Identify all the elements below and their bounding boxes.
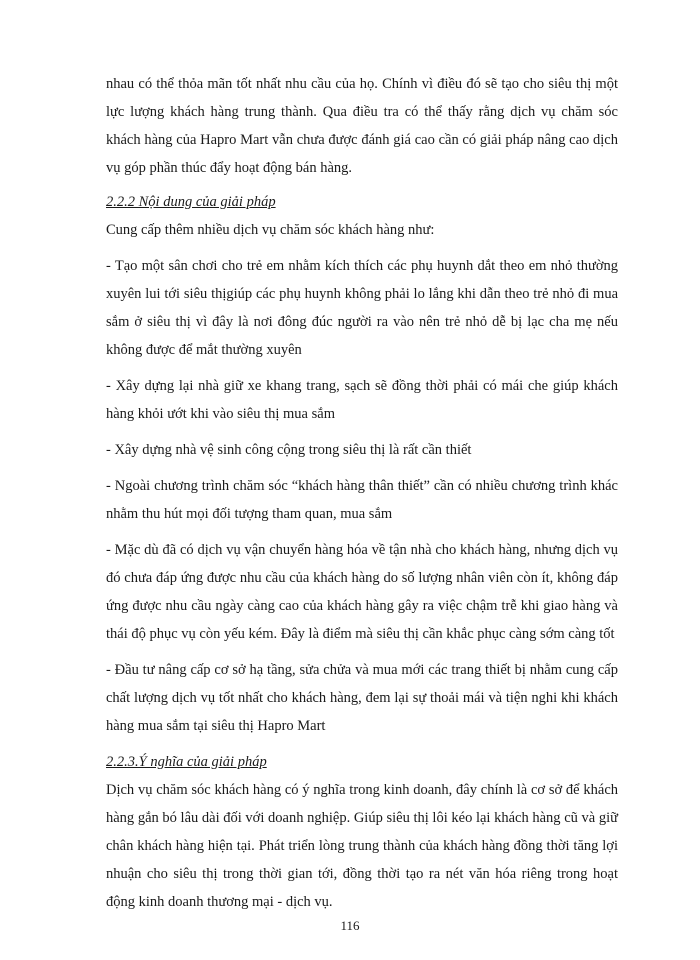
section-heading-2-2-3: 2.2.3.Ý nghĩa của giải pháp [106, 754, 267, 770]
solution-item: - Đầu tư nâng cấp cơ sở hạ tầng, sửa chửa và mua mới các trang thiết bị nhằm cung cấp chất lượng dịch vụ tốt nhất cho khách hàng, đem lại sự thoải mái và tiện nghi khi khách hàng mua sắm tại siêu thị Hapro Mart [106, 662, 618, 734]
solution-item: - Tạo một sân chơi cho trẻ em nhằm kích thích các phụ huynh dắt theo em nhỏ thường xuyên lui tới siêu thịgiúp các phụ huynh không phải lo lắng khi dẫn theo trẻ nhỏ đi mua sắm ở siêu thị vì đây là nơi đông đúc người ra vào nên trẻ nhỏ dễ bị lạc cha mẹ nếu không được để mắt thường xuyên [106, 258, 618, 358]
solution-item: - Xây dựng nhà vệ sinh công cộng trong siêu thị là rất cần thiết [106, 442, 472, 458]
page-number: 116 [340, 918, 360, 933]
section-2-2-3-body: Dịch vụ chăm sóc khách hàng có ý nghĩa trong kinh doanh, đây chính là cơ sở để khách hàng gắn bó lâu dài đối với doanh nghiệp. Giúp siêu thị lôi kéo lại khách hàng cũ và giữ chân khách hàng hiện tại. Phát triển lòng trung thành của khách hàng đồng thời tăng lợi nhuận cho siêu thị trong thời gian tới, đồng thời tạo ra nét văn hóa riêng trong hoạt động kinh doanh thương mại - dịch vụ. [106, 782, 618, 910]
intro-paragraph: nhau có thể thỏa mãn tốt nhất nhu cầu của họ. Chính vì điều đó sẽ tạo cho siêu thị một lực lượng khách hàng trung thành. Qua điều tra có thể thấy rằng dịch vụ chăm sóc khách hàng của Hapro Mart vẫn chưa được đánh giá cao cần có giải pháp nâng cao dịch vụ góp phần thúc đẩy hoạt động bán hàng. [106, 76, 618, 176]
document-page [106, 70, 618, 916]
solution-item: - Ngoài chương trình chăm sóc “khách hàng thân thiết” cần có nhiều chương trình khác nhằm thu hút mọi đối tượng tham quan, mua sắm [106, 478, 618, 522]
solution-item: - Xây dựng lại nhà giữ xe khang trang, sạch sẽ đồng thời phải có mái che giúp khách hàng khỏi ướt khi vào siêu thị mua sắm [106, 378, 618, 422]
solution-item: - Mặc dù đã có dịch vụ vận chuyển hàng hóa về tận nhà cho khách hàng, nhưng dịch vụ đó chưa đáp ứng được nhu cầu của khách hàng do số lượng nhân viên còn ít, không đáp ứng được nhu cầu ngày càng cao của khách hàng gây ra việc chậm trễ khi giao hàng và thái độ phục vụ còn yếu kém. Đây là điểm mà siêu thị cần khắc phục càng sớm càng tốt [106, 542, 618, 642]
section-heading-2-2-2: 2.2.2 Nội dung của giải pháp [106, 194, 276, 210]
section-2-2-2-intro: Cung cấp thêm nhiều dịch vụ chăm sóc khách hàng như: [106, 222, 435, 238]
